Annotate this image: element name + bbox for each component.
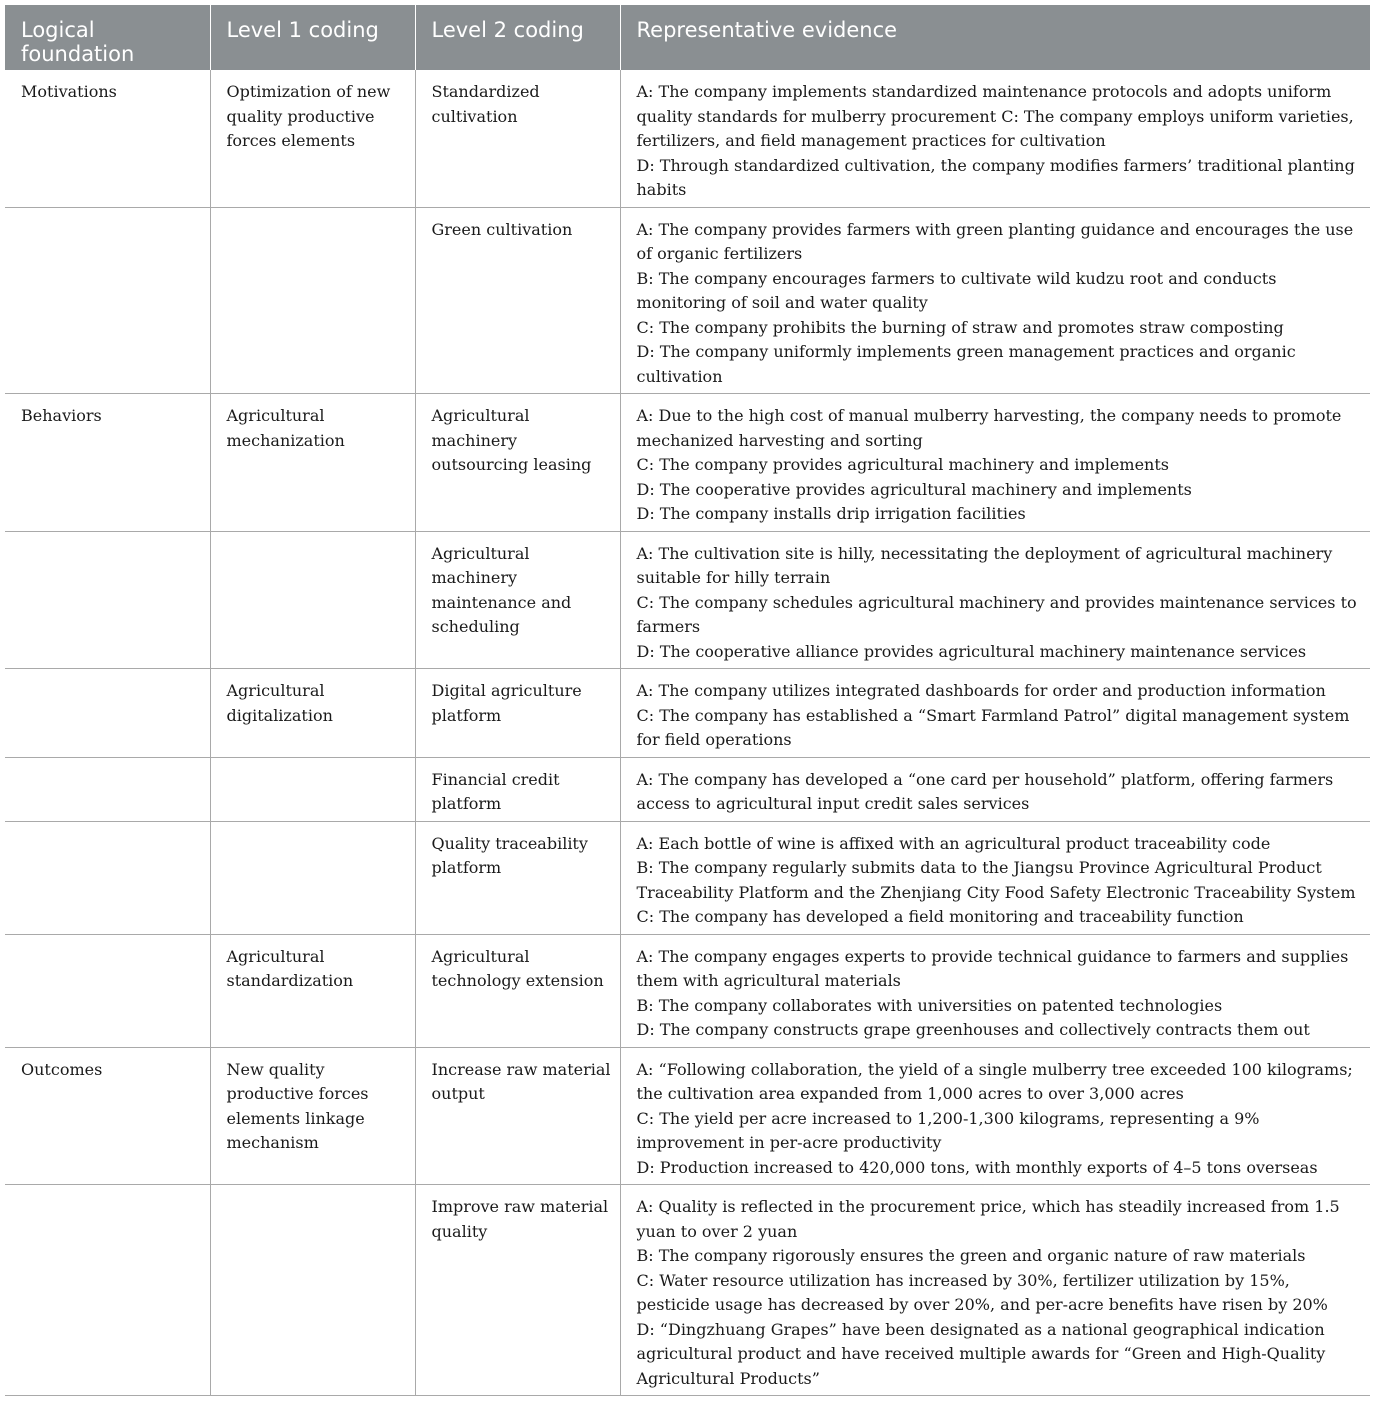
evidence-line: C: The company schedules agricultural machinery and provides maintenance services to farmers — [636, 592, 1357, 636]
logical-foundation-cell — [5, 757, 210, 821]
evidence-line: D: The company installs drip irrigation facilities — [636, 504, 1026, 523]
evidence-line: A: The company utilizes integrated dashboards for order and production information — [636, 681, 1326, 700]
evidence-line: A: Each bottle of wine is affixed with an agricultural product traceability code — [636, 833, 1271, 853]
evidence-line: D: The company constructs grape greenhouses and collectively contracts them out — [636, 1020, 1310, 1039]
representative-evidence-cell — [620, 394, 1370, 532]
level2-coding-cell: Digital agriculture platform — [415, 669, 620, 758]
coding-table — [5, 5, 1370, 1396]
level1-coding-cell: New quality productive forces elements linkage mechanism — [210, 1047, 415, 1185]
evidence-line: D: “Dingzhuang Grapes” have been designated as a national geographical indication agricultural product and have received multiple awards for “Green and High-Quality Agricultural Products” — [636, 1319, 1326, 1388]
table-row — [5, 70, 1370, 207]
logical-foundation-cell — [5, 821, 210, 934]
evidence-line: C: The company provides agricultural machinery and implements — [636, 455, 1169, 474]
logical-foundation-cell — [5, 207, 210, 394]
representative-evidence-cell — [620, 531, 1370, 669]
representative-evidence-cell — [620, 1185, 1370, 1396]
level2-coding-cell: Improve raw material quality — [415, 1185, 620, 1396]
logical-foundation-cell — [5, 1185, 210, 1396]
evidence-line: A: The cultivation site is hilly, necessitating the deployment of agricultural machinery suitable for hilly terrain — [636, 543, 1333, 587]
evidence-line: A: Due to the high cost of manual mulberry harvesting, the company needs to promote mechanized harvesting and sorting — [636, 406, 1342, 450]
evidence-line: D: The company uniformly implements green management practices and organic cultivation — [636, 342, 1296, 386]
logical-foundation-cell — [5, 531, 210, 669]
level2-coding-cell: Standardized cultivation — [415, 70, 620, 207]
level1-coding-cell: Agricultural digitalization — [210, 669, 415, 758]
logical-foundation-cell — [5, 669, 210, 758]
header-logical-foundation: Logical foundation — [5, 5, 210, 70]
representative-evidence-cell — [620, 757, 1370, 821]
level1-coding-cell — [210, 207, 415, 394]
table-row — [5, 669, 1370, 758]
representative-evidence-cell — [620, 669, 1370, 758]
header-level2-coding: Level 2 coding — [415, 5, 620, 70]
representative-evidence-cell — [620, 1047, 1370, 1185]
table-row — [5, 394, 1370, 532]
table-row — [5, 821, 1370, 934]
evidence-line: A: Quality is reflected in the procurement price, which has steadily increased from 1.5 yuan to over 2 yuan — [636, 1197, 1340, 1241]
evidence-line: A: The company provides farmers with green planting guidance and encourages the use of organic fertilizers — [636, 219, 1354, 263]
evidence-line: A: The company has developed a “one card per household” platform, offering farmers access to agricultural input credit sales services — [636, 769, 1334, 813]
level2-coding-cell: Financial credit platform — [415, 757, 620, 821]
level2-coding-cell: Agricultural machinery maintenance and scheduling — [415, 531, 620, 669]
level1-coding-cell: Agricultural mechanization — [210, 394, 415, 532]
evidence-line: B: The company rigorously ensures the green and organic nature of raw materials — [636, 1246, 1306, 1265]
evidence-line: B: The company regularly submits data to the Jiangsu Province Agricultural Product Traceability Platform and the Zhenjiang City Food Safety Electronic Traceability System — [636, 858, 1356, 902]
table-row — [5, 207, 1370, 394]
table-row — [5, 934, 1370, 1047]
level2-coding-cell: Agricultural technology extension — [415, 934, 620, 1047]
logical-foundation-cell: Behaviors — [5, 394, 210, 532]
evidence-line: C: Water resource utilization has increased by 30%, fertilizer utilization by 15%, pesticide usage has decreased by over 20%, and per-acre benefits have risen by 20% — [636, 1270, 1328, 1314]
table-row — [5, 531, 1370, 669]
table-body — [5, 70, 1370, 1396]
level1-coding-cell — [210, 531, 415, 669]
level2-coding-cell: Green cultivation — [415, 207, 620, 394]
evidence-line: A: The company implements standardized maintenance protocols and adopts uniform quality standards for mulberry procurement C: The company employs uniform varieties, fertilizers, and field management practices for cultivation — [636, 82, 1354, 150]
table-row — [5, 757, 1370, 821]
level2-coding-cell: Agricultural machinery outsourcing leasing — [415, 394, 620, 532]
level2-coding-cell: Quality traceability platform — [415, 821, 620, 934]
logical-foundation-cell: Motivations — [5, 70, 210, 207]
evidence-line: C: The company has established a “Smart Farmland Patrol” digital management system for field operations — [636, 705, 1350, 749]
header-representative-evidence: Representative evidence — [620, 5, 1370, 70]
table-row — [5, 1047, 1370, 1185]
level1-coding-cell — [210, 821, 415, 934]
logical-foundation-cell — [5, 934, 210, 1047]
representative-evidence-cell — [620, 207, 1370, 394]
evidence-line: D: Through standardized cultivation, the company modifies farmers’ traditional planting habits — [636, 155, 1355, 199]
level1-coding-cell: Optimization of new quality productive forces elements — [210, 70, 415, 207]
header-row — [5, 5, 1370, 70]
table-header — [5, 5, 1370, 70]
header-level1-coding: Level 1 coding — [210, 5, 415, 70]
evidence-line: C: The company has developed a field monitoring and traceability function — [636, 907, 1244, 926]
representative-evidence-cell — [620, 934, 1370, 1047]
evidence-line: B: The company collaborates with universities on patented technologies — [636, 995, 1223, 1015]
evidence-line: A: The company engages experts to provide technical guidance to farmers and supplies them with agricultural materials — [636, 946, 1349, 990]
evidence-line: C: The company prohibits the burning of straw and promotes straw composting — [636, 317, 1284, 337]
logical-foundation-cell: Outcomes — [5, 1047, 210, 1185]
evidence-line: D: The cooperative alliance provides agricultural machinery maintenance services — [636, 641, 1307, 661]
level2-coding-cell: Increase raw material output — [415, 1047, 620, 1185]
table-row — [5, 1185, 1370, 1396]
level1-coding-cell — [210, 757, 415, 821]
evidence-line: D: The cooperative provides agricultural machinery and implements — [636, 479, 1192, 499]
representative-evidence-cell — [620, 70, 1370, 207]
evidence-line: A: “Following collaboration, the yield of a single mulberry tree exceeded 100 kilograms; the cultivation area expanded from 1,000 acres to over 3,000 acres — [636, 1059, 1353, 1103]
evidence-line: D: Production increased to 420,000 tons, with monthly exports of 4–5 tons overseas — [636, 1157, 1318, 1177]
evidence-line: C: The yield per acre increased to 1,200-1,300 kilograms, representing a 9% improvement in per-acre productivity — [636, 1108, 1260, 1152]
level1-coding-cell — [210, 1185, 415, 1396]
evidence-line: B: The company encourages farmers to cultivate wild kudzu root and conducts monitoring of soil and water quality — [636, 268, 1277, 312]
level1-coding-cell: Agricultural standardization — [210, 934, 415, 1047]
representative-evidence-cell — [620, 821, 1370, 934]
